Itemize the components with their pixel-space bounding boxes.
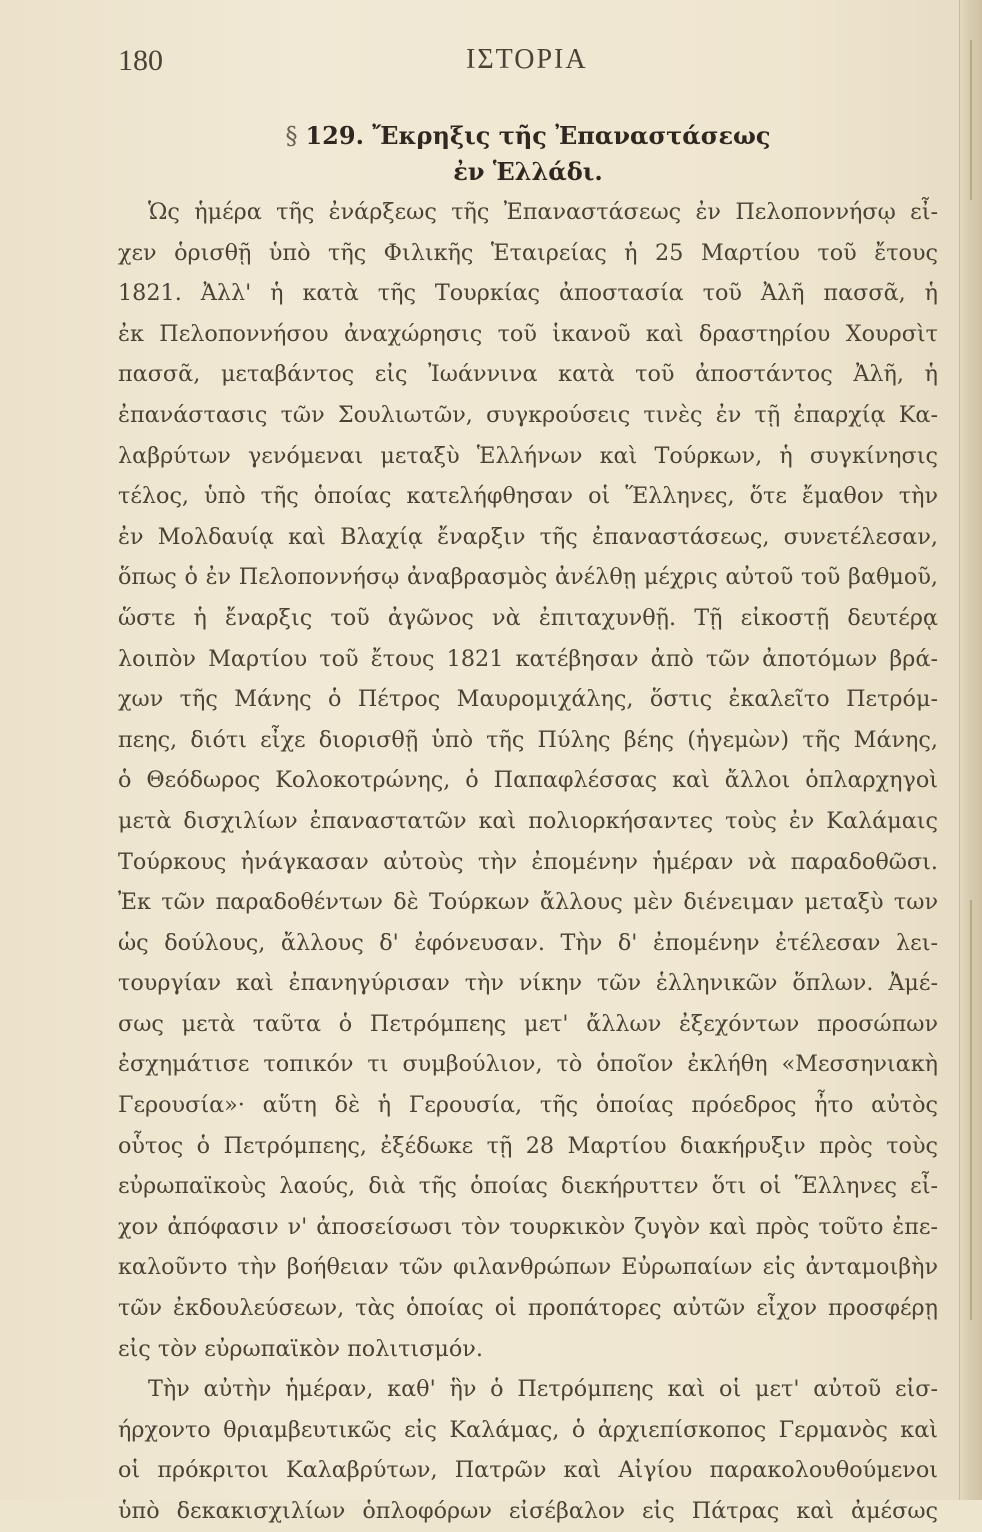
text-line: σως μετὰ ταῦτα ὁ Πετρόμπεης μετ' ἄλλων ἐξεχόντων προσώπων [118,1010,938,1037]
section-heading [118,118,938,190]
text-line: ἐπανάστασις τῶν Σουλιωτῶν, συγκρούσεις τινὲς ἐν τῇ ἐπαρχίᾳ Κα- [118,401,938,428]
text-line: Ὡς ἡμέρα τῆς ἐνάρξεως τῆς Ἐπαναστάσεως ἐν Πελοποννήσῳ εἶ- [148,199,938,225]
text-line: ἐσχημάτισε τοπικόν τι συμβούλιον, τὸ ὁποῖον ἐκλήθη «Μεσσηνιακὴ [118,1051,938,1078]
text-line: ὡς δούλους, ἄλλους δ' ἐφόνευσαν. Τὴν δ' ἐπομένην ἐτέλεσαν λει- [118,929,938,956]
text-line: ὥστε ἡ ἔναρξις τοῦ ἀγῶνος νὰ ἐπιταχυνθῇ. Τῇ εἰκοστῇ δευτέρᾳ [118,604,938,631]
section-symbol: § [285,122,298,150]
running-head: ΙΣΤΟΡΙΑ [466,44,588,75]
text-line: ὁ Θεόδωρος Κολοκοτρώνης, ὁ Παπαφλέσσας καὶ ἄλλοι ὁπλαρχηγοὶ [118,767,938,794]
text-line: ήρχοντο θριαμβευτικῶς εἰς Καλάμας, ὁ ἀρχιεπίσκοπος Γερμανὸς καὶ [118,1416,938,1443]
section-heading-line-1 [118,118,938,154]
text-line: Ἐκ τῶν παραδοθέντων δὲ Τούρκων ἄλλους μὲν διένειμαν μεταξὺ των [118,889,938,916]
section-title-line-1: 129. Ἔκρηξις τῆς Ἐπαναστάσεως [305,121,771,150]
text-line: χεν ὁρισθῇ ὑπὸ τῆς Φιλικῆς Ἑταιρείας ἡ 25 Μαρτίου τοῦ ἔτους [118,239,938,266]
text-line: χων τῆς Μάνης ὁ Πέτρος Μαυρομιχάλης, ὅστις ἐκαλεῖτο Πετρόμ- [118,686,938,713]
text-line: πασσᾶ, μεταβάντος εἰς Ἰωάννινα κατὰ τοῦ ἀποστάντος Ἀλῆ, ἡ [118,361,938,388]
text-line: ἐκ Πελοποννήσου ἀναχώρησις τοῦ ἱκανοῦ καὶ δραστηρίου Χουρσὶτ [118,320,938,347]
text-line: Τούρκους ἠνάγκασαν αὐτοὺς τὴν ἐπομένην ἡμέραν νὰ παραδοθῶσι. [118,848,938,875]
text-line: οὗτος ὁ Πετρόμπεης, ἐξέδωκε τῇ 28 Μαρτίου διακήρυξιν πρὸς τοὺς [118,1132,938,1159]
text-line: 1821. Ἀλλ' ἡ κατὰ τῆς Τουρκίας ἀποστασία τοῦ Ἀλῆ πασσᾶ, ἡ [118,280,938,307]
section-title-line-2: ἐν Ἑλλάδι. [453,157,603,186]
text-line: οἱ πρόκριτοι Καλαβρύτων, Πατρῶν καὶ Αἰγίου παρακολουθούμενοι [118,1457,938,1484]
text-line: ὅπως ὁ ἐν Πελοποννήσῳ ἀναβρασμὸς ἀνέλθῃ μέχρις αὐτοῦ τοῦ βαθμοῦ, [118,564,938,591]
page-spine-edge [959,0,982,1500]
text-line: λοιπὸν Μαρτίου τοῦ ἔτους 1821 κατέβησαν ἀπὸ τῶν ἀποτόμων βρά- [118,645,938,672]
text-line: εὐρωπαϊκοὺς λαούς, διὰ τῆς ὁποίας διεκήρυττεν ὅτι οἱ Ἕλληνες εἶ- [118,1173,938,1200]
page-number: 180 [118,44,163,77]
text-line: τέλος, ὑπὸ τῆς ὁποίας κατελήφθησαν οἱ Ἕλληνες, ὅτε ἔμαθον τὴν [118,483,938,510]
text-line: ἐν Μολδαυίᾳ καὶ Βλαχίᾳ ἔναρξιν τῆς ἐπαναστάσεως, συνετέλεσαν, [118,523,938,550]
text-line: μετὰ δισχιλίων ἐπαναστατῶν καὶ πολιορκήσαντες τοὺς ἐν Καλάμαις [118,807,938,834]
spine-shadow-mark [970,40,972,200]
text-line: πεης, διότι εἶχε διορισθῇ ὑπὸ τῆς Πύλης βέης (ἡγεμὼν) τῆς Μάνης, [118,726,938,753]
spine-shadow-mark [970,900,972,1320]
body-text [118,192,938,1532]
text-line: τῶν ἐκδουλεύσεων, τὰς ὁποίας οἱ προπάτορες αὐτῶν εἶχον προσφέρῃ [118,1295,938,1322]
text-line: ὑπὸ δεκακισχιλίων ὁπλοφόρων εἰσέβαλον εἰς Πάτρας καὶ ἀμέσως [118,1498,938,1524]
text-line: εἰς τὸν εὐρωπαϊκὸν πολιτισμόν. [118,1335,483,1362]
text-line: καλοῦντο τὴν βοήθειαν τῶν φιλανθρώπων Εὐρωπαίων εἰς ἀνταμοιβὴν [118,1254,938,1281]
text-line: Γερουσία»· αὕτη δὲ ἡ Γερουσία, τῆς ὁποίας πρόεδρος ἦτο αὐτὸς [118,1092,938,1119]
text-line: λαβρύτων γενόμεναι μεταξὺ Ἑλλήνων καὶ Τούρκων, ἡ συγκίνησις [118,442,938,469]
text-line: χον ἀπόφασιν ν' ἀποσείσωσι τὸν τουρκικὸν ζυγὸν καὶ πρὸς τοῦτο ἐπε- [118,1213,938,1240]
text-line: τουργίαν καὶ ἐπανηγύρισαν τὴν νίκην τῶν ἑλληνικῶν ὅπλων. Ἀμέ- [118,970,938,997]
text-line: Τὴν αὐτὴν ἡμέραν, καθ' ἣν ὁ Πετρόμπεης καὶ οἱ μετ' αὐτοῦ εἰσ- [148,1376,938,1403]
page-header [118,44,938,84]
